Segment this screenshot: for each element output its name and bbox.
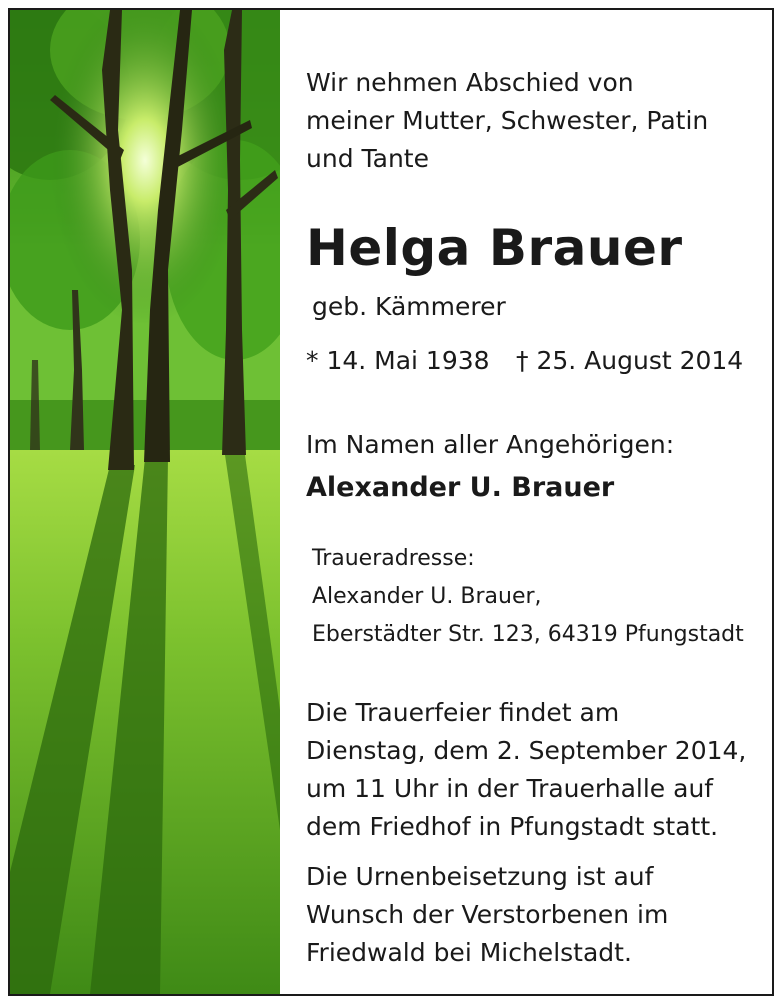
maiden-name: geb. Kämmerer [312, 292, 506, 321]
park-photo [10, 10, 280, 994]
family-label: Im Namen aller Angehörigen: [306, 430, 675, 459]
intro-line-2: meiner Mutter, Schwester, Patin [306, 106, 709, 135]
ceremony-line-1: Die Trauerfeier findet am [306, 698, 620, 727]
ceremony-line-2: Dienstag, dem 2. September 2014, [306, 736, 747, 765]
address-name: Alexander U. Brauer, [312, 584, 542, 609]
park-photo-illustration [10, 10, 280, 994]
intro-line-3: und Tante [306, 144, 429, 173]
death-date: † 25. August 2014 [516, 346, 744, 375]
intro-line-1: Wir nehmen Abschied von [306, 68, 634, 97]
burial-line-3: Friedwald bei Michelstadt. [306, 938, 632, 967]
ceremony-line-4: dem Friedhof in Pfungstadt statt. [306, 812, 719, 841]
address-label: Traueradresse: [312, 546, 475, 571]
birth-date: * 14. Mai 1938 [306, 346, 490, 375]
burial-line-1: Die Urnenbeisetzung ist auf [306, 862, 654, 891]
signer-name: Alexander U. Brauer [306, 472, 615, 503]
burial-line-2: Wunsch der Verstorbenen im [306, 900, 669, 929]
obituary-notice [8, 8, 774, 996]
deceased-name: Helga Brauer [306, 219, 683, 277]
ceremony-line-3: um 11 Uhr in der Trauerhalle auf [306, 774, 714, 803]
address-street: Eberstädter Str. 123, 64319 Pfungstadt [312, 622, 744, 647]
